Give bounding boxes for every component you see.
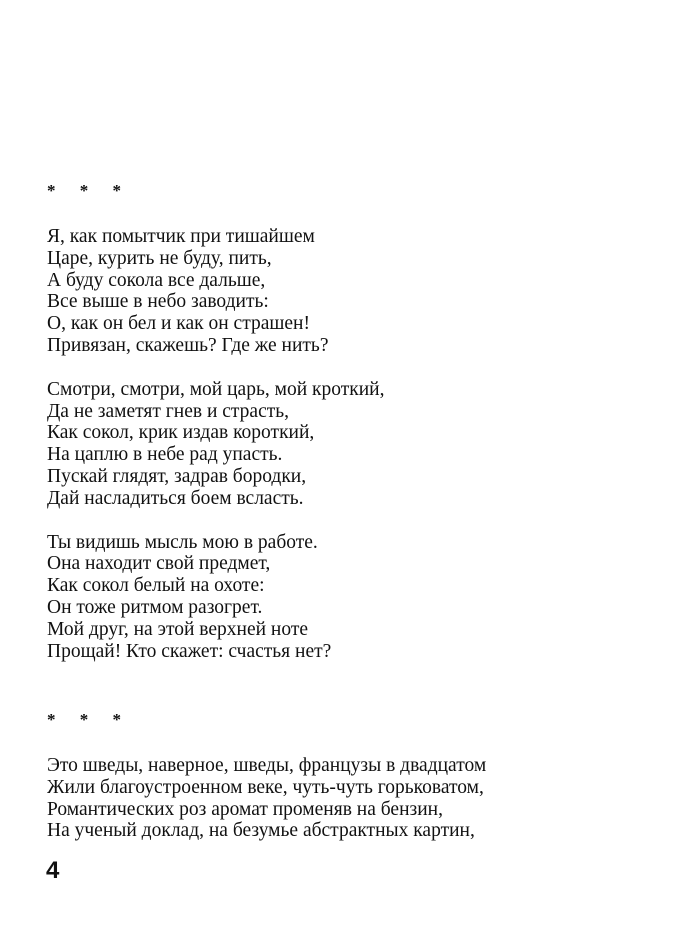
page-number: 4 [46,857,60,884]
stanza-3 [47,532,667,663]
verse-line: Как сокол белый на охоте: [47,575,265,597]
poem-2 [47,710,667,864]
poem-1 [47,181,667,684]
verse-line: Романтических роз аромат променяв на бензин, [47,798,443,820]
verse-line: Это шведы, наверное, шведы, французы в двадцатом [47,755,487,776]
verse-line: О, как он бел и как он страшен! [47,313,310,335]
verse-line: Пускай глядят, задрав бородки, [47,465,307,487]
stanza-2 [47,379,667,510]
verse-line: Я, как помытчик при тишайшем [47,226,315,247]
verse-line: Как сокол, крик издав короткий, [47,422,315,444]
verse-line: Ты видишь мысль мою в работе. [47,531,318,553]
verse-line: На цаплю в небе рад упасть. [47,444,283,466]
section-separator: * * * [47,710,131,729]
verse-line: Мой друг, на этой верхней ноте [47,618,309,640]
verse-line: Дай насладиться боем всласть. [47,487,304,509]
verse-line: Да не заметят гнев и страсть, [47,400,290,422]
verse-line: Смотри, смотри, мой царь, мой кроткий, [47,378,385,400]
verse-line: Привязан, скажешь? Где же нить? [47,334,329,356]
stanza-1 [47,226,667,357]
section-separator: * * * [47,181,131,200]
verse-line: Она находит свой предмет, [47,553,271,575]
verse-line: Все выше в небо заводить: [47,291,269,313]
verse-line: Жили благоустроенном веке, чуть-чуть горьковатом, [47,776,484,798]
verse-line: Он тоже ритмом разогрет. [47,596,263,618]
verse-line: На ученый доклад, на безумье абстрактных картин, [47,820,475,842]
verse-line: А буду сокола все дальше, [47,269,266,291]
stanza-1 [47,755,667,842]
verse-line: Царе, курить не буду, пить, [47,247,272,269]
verse-line: Прощай! Кто скажет: счастья нет? [47,640,332,662]
